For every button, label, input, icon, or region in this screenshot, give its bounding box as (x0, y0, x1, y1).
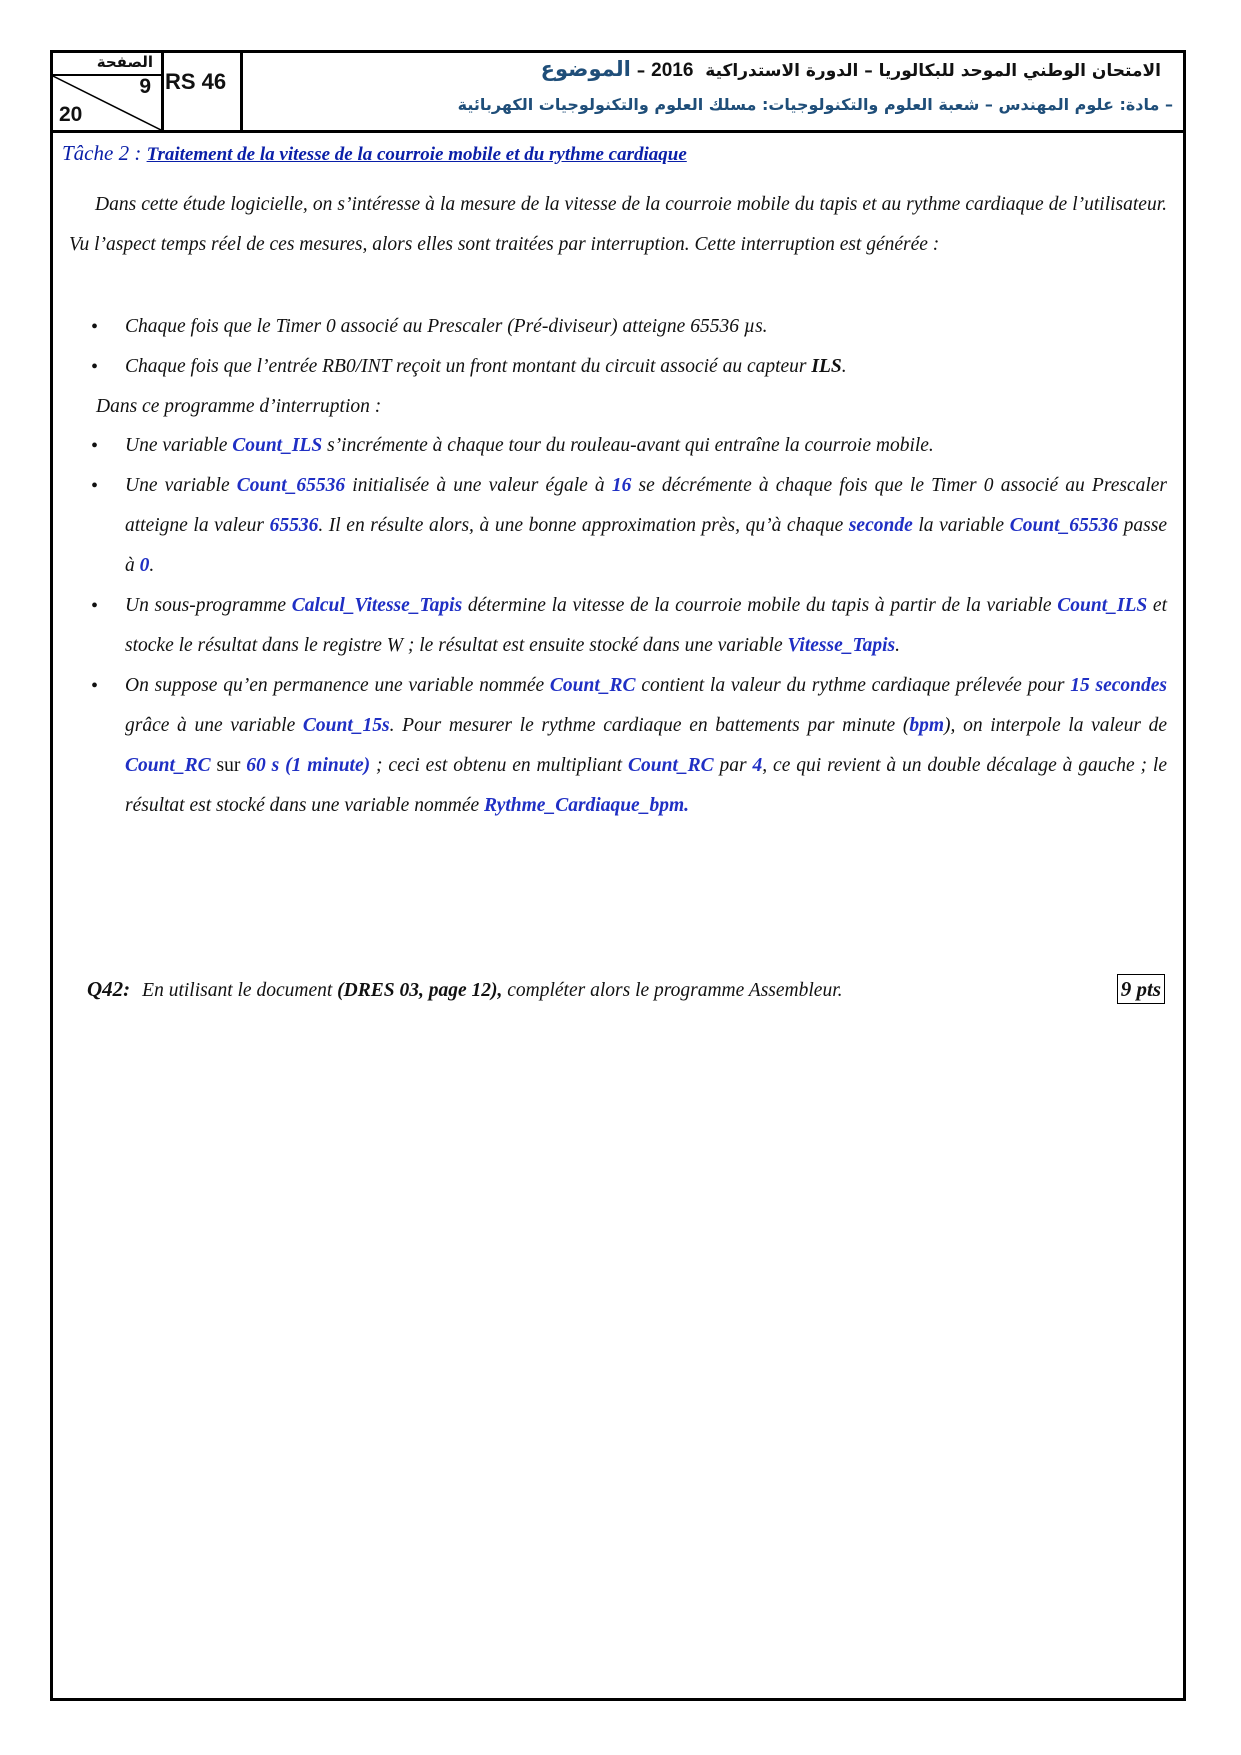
text: et stocke le résultat dans le registre W ; le résultat est ensuite stocké dans une variable (125, 595, 1167, 656)
task-heading: Traitement de la vitesse de la courroie mobile et du rythme cardiaque (146, 144, 687, 165)
page-label: الصفحة (96, 53, 153, 71)
exam-title-main: الامتحان الوطني الموحد للبكالوريا – الدورة الاستدراكية (705, 61, 1161, 81)
cause-timer: Chaque fois que le Timer 0 associé au Prescaler (Pré-diviseur) atteigne 65536 µs. (125, 316, 768, 337)
question-label: Q42: (87, 977, 131, 1001)
text: initialisée à une valeur égale à (345, 475, 612, 496)
text: On suppose qu’en permanence une variable nommée (125, 675, 550, 696)
text: la variable (912, 515, 1010, 536)
program-items-list (69, 426, 1167, 826)
text: passe à (125, 515, 1167, 576)
sensor-name: ILS (811, 356, 842, 377)
task-prefix: Tâche 2 : (62, 141, 147, 165)
text: . (895, 635, 901, 656)
text: . Pour mesurer le rythme cardiaque en battements par minute ( (389, 715, 910, 736)
value: 60 s (1 minute) (246, 755, 371, 776)
value: 15 secondes (1070, 675, 1167, 696)
exam-code-box (161, 53, 243, 130)
value: 65536 (269, 515, 319, 536)
list-item (69, 347, 1167, 387)
cause-rb0: Chaque fois que l’entrée RB0/INT reçoit un front montant du circuit associé au capteur (125, 356, 812, 377)
text: Un sous-programme (125, 595, 292, 616)
list-item (69, 666, 1167, 826)
text: se décrémente à chaque fois que le Timer 0 associé au Prescaler atteigne la valeur (125, 475, 1167, 536)
exam-year: 2016 (651, 60, 694, 81)
page-number: 9 (139, 75, 151, 98)
variable-name: Rythme_Cardiaque_bpm. (484, 795, 689, 816)
variable-name: Count_65536 (236, 475, 346, 496)
list-item (69, 466, 1167, 586)
points-badge: 9 pts (1117, 974, 1165, 1004)
exam-subject-label: الموضوع (540, 57, 631, 81)
text: En utilisant le document (142, 980, 338, 1001)
variable-name: Count_ILS (232, 435, 323, 456)
exam-code: RS 46 (165, 69, 227, 94)
variable-name: Count_RC (549, 675, 636, 696)
text: grâce à une variable (125, 715, 303, 736)
task-title (62, 141, 687, 166)
text: sur (210, 755, 247, 776)
value: 16 (611, 475, 632, 496)
text: ; ceci est obtenu en multipliant (370, 755, 628, 776)
text: détermine la vitesse de la courroie mobile du tapis à partir de la variable (462, 595, 1058, 616)
text: , ce qui revient à un double décalage à gauche ; le résultat est stocké dans une variable nommée (125, 755, 1167, 816)
text: . (149, 555, 155, 576)
list-item (69, 307, 1167, 347)
subroutine-name: Calcul_Vitesse_Tapis (291, 595, 463, 616)
punctuation: . (841, 356, 847, 377)
variable-name: Count_ILS (1057, 595, 1148, 616)
variable-name: Count_65536 (1009, 515, 1119, 536)
list-item (69, 586, 1167, 666)
document-reference: (DRES 03, page 12), (337, 980, 503, 1001)
text: compléter alors le programme Assembleur. (502, 980, 843, 1001)
value: 0 (139, 555, 150, 576)
value: seconde (848, 515, 913, 536)
intro-paragraph: Dans cette étude logicielle, on s’intéresse à la mesure de la vitesse de la courroie mobile du tapis et au rythme cardiaque de l’utilisateur. Vu l’aspect temps réel de ces mesures, alors elles sont traitées par interruption. Cette interruption est générée : (69, 194, 1167, 255)
interrupt-causes-list (69, 307, 1167, 387)
question-q42 (87, 977, 1161, 1002)
question-text (142, 980, 842, 1001)
variable-name: Vitesse_Tapis (787, 635, 896, 656)
text: s’incrémente à chaque tour du rouleau-avant qui entraîne la courroie mobile. (322, 435, 934, 456)
page-frame (50, 50, 1186, 1701)
title-separator: – (630, 61, 652, 81)
exam-subtitle: – مادة: علوم المهندس – شعبة العلوم والتكنولوجيات: مسلك العلوم والتكنولوجيات الكهربائية (457, 95, 1173, 114)
page-number-box (53, 53, 164, 130)
variable-name: Count_RC (628, 755, 714, 776)
variable-name: Count_RC (125, 755, 211, 776)
list-item (69, 426, 1167, 466)
text: . Il en résulte alors, à une bonne approximation près, qu’à chaque (318, 515, 849, 536)
text: Une variable (125, 475, 237, 496)
text: par (713, 755, 753, 776)
text: ), on interpole la valeur de (944, 715, 1167, 736)
variable-name: Count_15s (302, 715, 390, 736)
unit: bpm (909, 715, 945, 736)
value: 4 (752, 755, 763, 776)
exam-title (261, 57, 1161, 82)
text: contient la valeur du rythme cardiaque prélevée pour (635, 675, 1071, 696)
text: Une variable (125, 435, 233, 456)
exam-header (53, 53, 1183, 133)
page-total: 20 (59, 103, 83, 126)
program-lead: Dans ce programme d’interruption : (96, 396, 382, 417)
